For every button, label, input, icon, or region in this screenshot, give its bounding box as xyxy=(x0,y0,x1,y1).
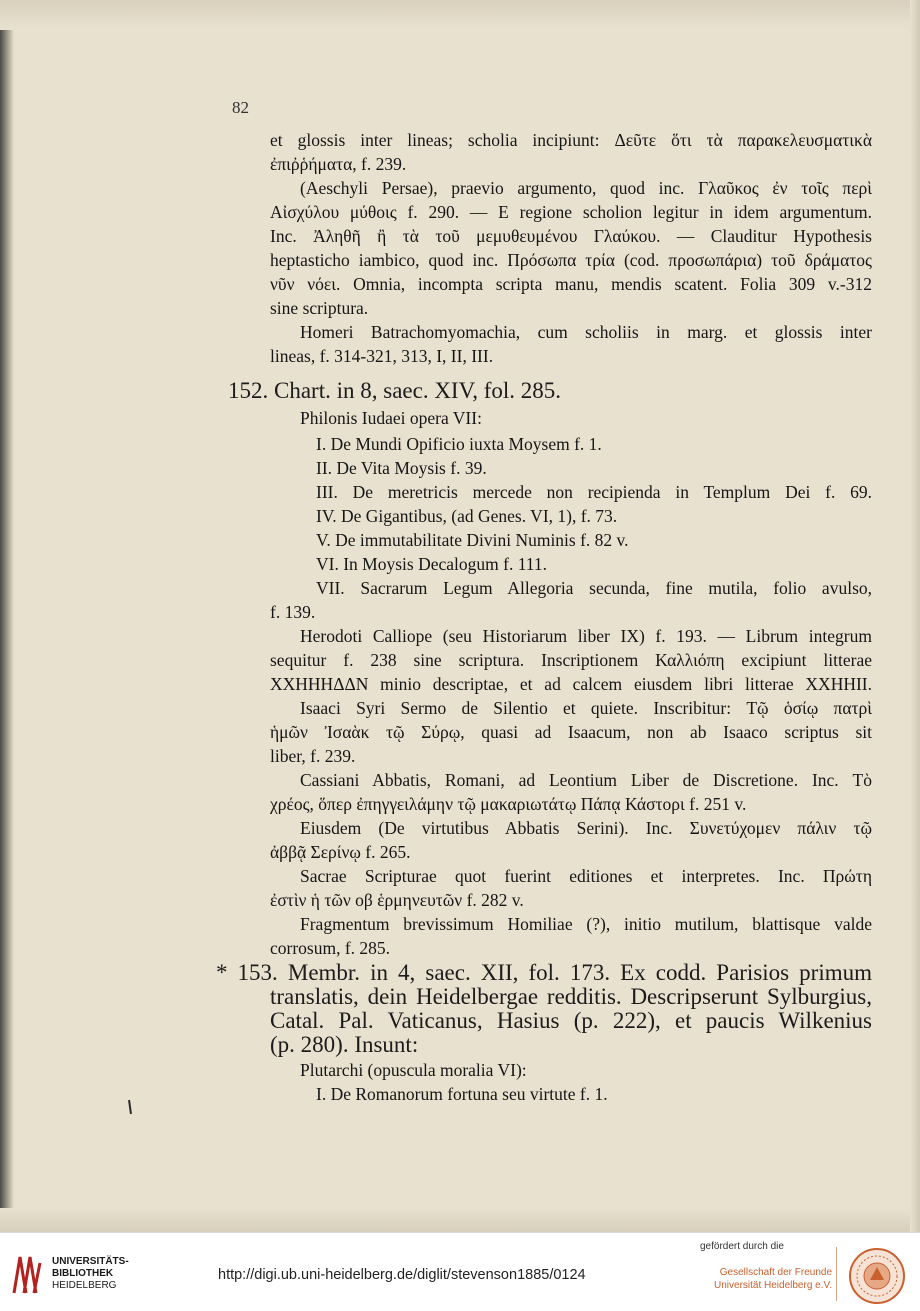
text-line: II. De Vita Moysis f. 39. xyxy=(316,458,487,478)
text-line: Plutarchi (opuscula moralia VI): xyxy=(300,1060,527,1080)
text-line: sequitur f. 238 sine scriptura. Inscriptionem Καλλιόπη excipiunt litterae xyxy=(270,650,872,670)
footer-bar xyxy=(0,1232,920,1311)
text-line: Cassiani Abbatis, Romani, ad Leontium Liber de Discretione. Inc. Τὸ xyxy=(300,770,872,790)
university-library-logo-icon xyxy=(10,1253,44,1295)
text-line: f. 139. xyxy=(270,602,316,622)
text-line: (Aeschyli Persae), praevio argumento, quod inc. Γλαῦκος ἐν τοῖς περὶ xyxy=(300,178,872,198)
text-line: Αἰσχύλου μύθοις f. 290. — E regione scholion legitur in idem argumentum. xyxy=(270,202,872,222)
funded-by-label: gefördert durch die xyxy=(700,1241,784,1252)
permalink-url[interactable]: http://digi.ub.uni-heidelberg.de/diglit/stevenson1885/0124 xyxy=(218,1267,586,1283)
entry-153-line-4: (p. 280). Insunt: xyxy=(270,1032,419,1057)
footer-divider xyxy=(836,1247,837,1301)
text-line: Sacrae Scripturae quot fuerint editiones et interpretes. Inc. Πρώτη xyxy=(300,866,872,886)
text-line: VI. In Moysis Decalogum f. 111. xyxy=(316,554,548,574)
sponsor-name xyxy=(714,1266,832,1292)
text-line: III. De meretricis mercede non recipienda in Templum Dei f. 69. xyxy=(316,482,872,502)
text-line: Fragmentum brevissimum Homiliae (?), initio mutilum, blattisque valde xyxy=(300,914,872,934)
text-line: et glossis inter lineas; scholia incipiunt: Δεῦτε ὅτι τὰ παρακελευσματικὰ xyxy=(270,130,872,150)
text-line: heptasticho iambico, quod inc. Πρόσωπα τρία (cod. προσωπάρια) τοῦ δράματος xyxy=(270,250,872,270)
library-name-line-1: UNIVERSITÄTS- xyxy=(52,1256,129,1267)
library-name xyxy=(52,1256,129,1292)
text-line: νῦν νόει. Omnia, incompta scripta manu, mendis scatent. Folia 309 v.-312 xyxy=(270,274,872,294)
entry-152-heading: 152. Chart. in 8, saec. XIV, fol. 285. xyxy=(228,378,562,403)
sponsor-name-line-1: Gesellschaft der Freunde xyxy=(719,1267,833,1278)
page-bottom-shadow xyxy=(0,1208,920,1232)
ink-mark xyxy=(128,1100,132,1114)
text-line: sine scriptura. xyxy=(270,298,369,318)
text-line: Isaaci Syri Sermo de Silentio et quiete. Inscribitur: Τῷ ὁσίῳ πατρὶ xyxy=(300,698,872,718)
text-line: corrosum, f. 285. xyxy=(270,938,391,958)
library-name-line-2: BIBLIOTHEK xyxy=(52,1268,114,1279)
page-number: 82 xyxy=(232,98,249,117)
text-line: ἐπιῤῥήματα, f. 239. xyxy=(270,154,407,174)
university-seal-icon xyxy=(848,1247,906,1305)
text-line: VII. Sacrarum Legum Allegoria secunda, fine mutila, folio avulso, xyxy=(316,578,872,598)
page-top-shadow xyxy=(0,0,920,30)
text-line: I. De Mundi Opificio iuxta Moysem f. 1. xyxy=(316,434,602,454)
text-line: χρέος, ὅπερ ἐπηγγειλάμην τῷ μακαριωτάτῳ Πάπᾳ Κάστορι f. 251 v. xyxy=(270,794,747,814)
text-line: Philonis Iudaei opera VII: xyxy=(300,408,482,428)
text-line: IV. De Gigantibus, (ad Genes. VI, 1), f. 73. xyxy=(316,506,618,526)
entry-153-line-2: translatis, dein Heidelbergae redditis. Descripserunt Sylburgius, xyxy=(270,984,872,1009)
text-line: Homeri Batrachomyomachia, cum scholiis in marg. et glossis inter xyxy=(300,322,872,342)
library-name-line-3: HEIDELBERG xyxy=(52,1280,117,1291)
page-edge-shadow xyxy=(910,0,920,1232)
entry-153-line-3: Catal. Pal. Vaticanus, Hasius (p. 222), et paucis Wilkenius xyxy=(270,1008,872,1033)
text-line: ἐστὶν ἡ τῶν οβ ἑρμηνευτῶν f. 282 v. xyxy=(270,890,524,910)
text-line: XXHHHΔΔN minio descriptae, et ad calcem eiusdem libri litterae XXHHII. xyxy=(270,674,872,694)
text-line: Eiusdem (De virtutibus Abbatis Serini). Inc. Συνετύχομεν πάλιν τῷ xyxy=(300,818,872,838)
text-line: Inc. Ἀληθῆ ἢ τὰ τοῦ μεμυθευμένου Γλαύκου. — Clauditur Hypothesis xyxy=(270,226,872,246)
text-line: liber, f. 239. xyxy=(270,746,356,766)
sponsor-name-line-2: Universität Heidelberg e.V. xyxy=(714,1280,833,1291)
text-line: Herodoti Calliope (seu Historiarum liber IX) f. 193. — Librum integrum xyxy=(300,626,872,646)
page-gutter-shadow xyxy=(0,0,14,1232)
text-line: I. De Romanorum fortuna seu virtute f. 1. xyxy=(316,1084,608,1104)
text-line: ἀββᾷ Σερίνῳ f. 265. xyxy=(270,842,411,862)
text-line: ἡμῶν Ἰσαὰκ τῷ Σύρῳ, quasi ad Isaacum, non ab Isaaco scriptus sit xyxy=(270,722,872,742)
text-line: lineas, f. 314-321, 313, I, II, III. xyxy=(270,346,494,366)
text-line: V. De immutabilitate Divini Numinis f. 82 v. xyxy=(316,530,629,550)
entry-153-heading: * 153. Membr. in 4, saec. XII, fol. 173. Ex codd. Parisios primum xyxy=(216,960,872,985)
